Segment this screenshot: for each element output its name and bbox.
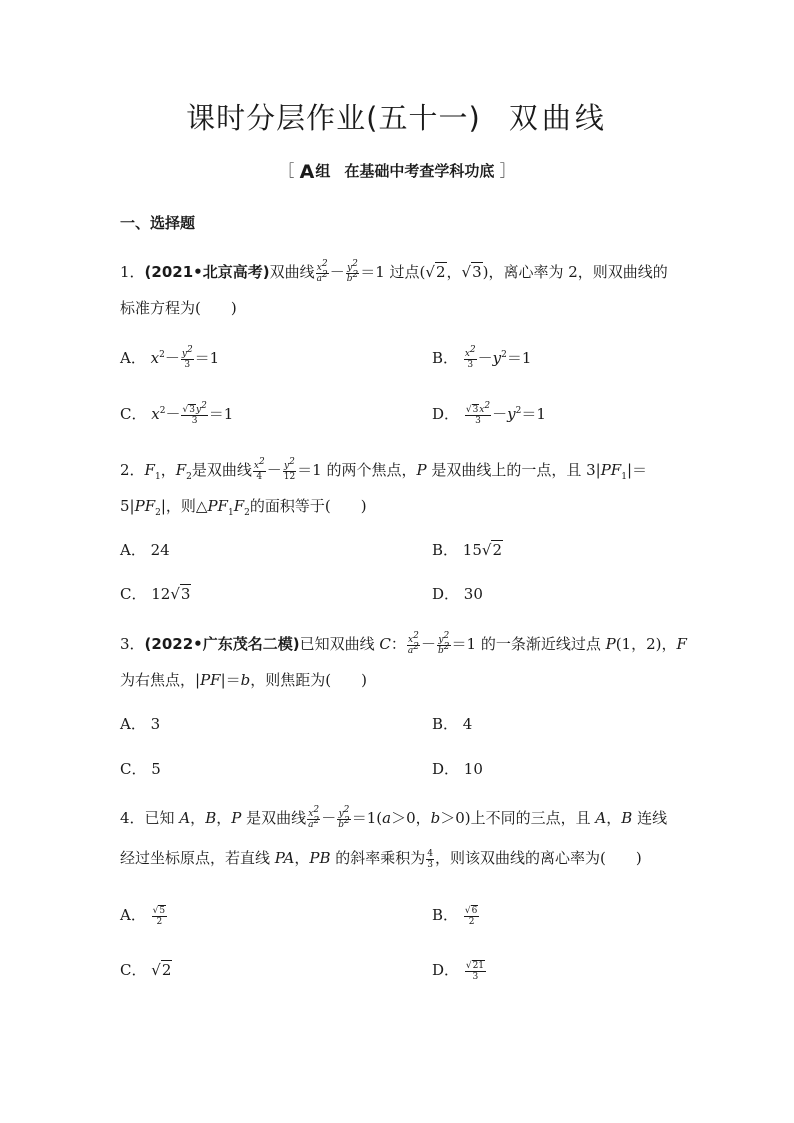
title-main: 课时分层作业(五十一)	[186, 101, 481, 135]
q2-line2: $5|PF_2|$，则$\triangle PF_1F_2$的面积等于( )	[120, 497, 367, 518]
q3-line1: 3．(2022•广东茂名二模)已知双曲线 C： $\frac{x^2}{a^2}$ － $\frac{y^2}{b^2}$ ＝1 的一条渐近线过点 P(1，2)，F	[120, 630, 687, 656]
q1-source: (2021•北京高考)	[144, 263, 270, 281]
q1-option-a[interactable]: A． $x^2-$ $\frac{y^2}{3}$ ＝1	[120, 344, 220, 370]
q1-option-c[interactable]: C． $x^2-$ $\frac{√3y^2}{3}$ ＝1	[120, 400, 234, 426]
q4-option-d[interactable]: D． $\frac{√21}{3}$	[432, 960, 485, 982]
q3-option-b[interactable]: B． 4	[432, 715, 473, 733]
q1-option-b[interactable]: B． $\frac{x^2}{3}$ $-y^2=1$	[432, 344, 532, 370]
q2-line1: 2．$F_1$，$F_2$是双曲线 $\frac{x^2}{4}$ － $\frac{y^2}{12}$ ＝1 的两个焦点，P 是双曲线上的一点，且 $3|PF_1|=$	[120, 456, 648, 482]
q2-option-b[interactable]: B． 15√2	[432, 541, 502, 559]
group-heading	[0, 158, 794, 183]
q4-option-c[interactable]: C． √2	[120, 961, 172, 979]
title-sub: 双曲线	[508, 101, 608, 135]
q4-line2: 经过坐标原点，若直线 PA，PB 的斜率乘积为 $\frac{4}{3}$ ，则该双曲线的离心率为( )	[120, 848, 642, 870]
q1-option-d[interactable]: D． $\frac{√3x^2}{3}$ $-y^2=1$	[432, 400, 546, 426]
q2-option-d[interactable]: D． 30	[432, 585, 483, 603]
q1-line2: 标准方程为( )	[120, 299, 237, 317]
q4-line1: 4．已知 A，B，P 是双曲线 $\frac{x^2}{a^2}$ － $\frac{y^2}{b^2}$ ＝1(a＞0，b＞0)上不同的三点，且 A，B 连线	[120, 804, 668, 830]
q2-number: 2．	[120, 461, 145, 479]
q3-source: (2022•广东茂名二模)	[144, 635, 300, 653]
q2-option-c[interactable]: C． 12√3	[120, 585, 191, 603]
group-bracket-open: ［	[278, 161, 295, 180]
q4-option-b[interactable]: B． $\frac{√6}{2}$	[432, 905, 478, 927]
q3-line2: 为右焦点，|PF|＝b，则焦距为( )	[120, 671, 367, 689]
group-label: 组	[315, 162, 331, 180]
page-title	[0, 96, 794, 137]
q1-line1: 1．(2021•北京高考)双曲线 $\frac{x^2}{a^2}$ － $\frac{y^2}{b^2}$ ＝1 过点(√2，√3)，离心率为 2，则双曲线的	[120, 258, 668, 284]
section-heading: 一、选择题	[120, 214, 196, 232]
q2-option-a[interactable]: A． 24	[120, 541, 170, 559]
q1-number: 1．	[120, 263, 145, 281]
q3-option-c[interactable]: C． 5	[120, 760, 161, 778]
q4-number: 4．	[120, 809, 145, 827]
q3-option-a[interactable]: A． 3	[120, 715, 161, 733]
q3-number: 3．	[120, 635, 145, 653]
q4-option-a[interactable]: A． $\frac{√5}{2}$	[120, 905, 166, 927]
group-badge: A	[299, 161, 314, 183]
q3-option-d[interactable]: D． 10	[432, 760, 483, 778]
group-bracket-close: ］	[499, 161, 516, 180]
group-desc: 在基础中考查学科功底	[344, 162, 495, 180]
